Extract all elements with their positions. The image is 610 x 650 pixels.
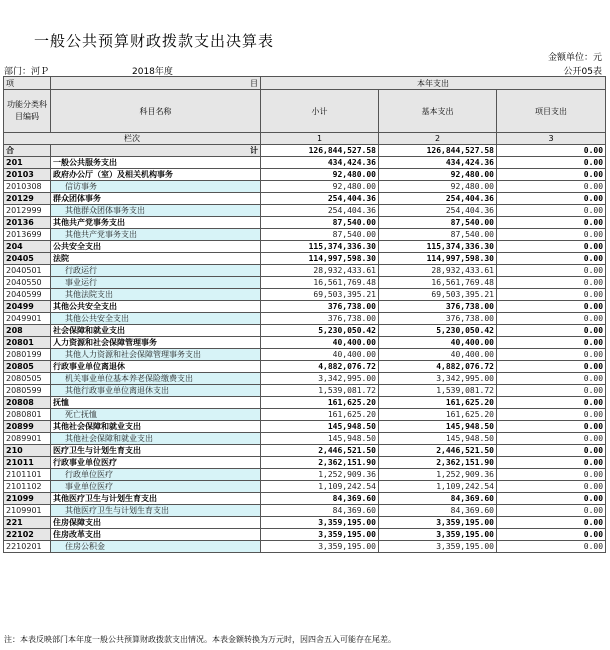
row-subtotal: 3,359,195.00 [261, 529, 379, 541]
row-code: 2210201 [4, 541, 51, 553]
row-basic: 84,369.60 [379, 493, 497, 505]
table-row [4, 433, 606, 445]
row-code: 2040501 [4, 265, 51, 277]
department-label: 部门：河Ｐ [4, 67, 50, 77]
fiscal-year: 2018年度 [132, 67, 173, 77]
row-subject-name: 行政运行 [51, 265, 261, 277]
row-subject-name: 住房改革支出 [51, 529, 261, 541]
row-basic: 5,230,050.42 [379, 325, 497, 337]
table-row [4, 541, 606, 553]
table-row [4, 469, 606, 481]
row-basic: 87,540.00 [379, 217, 497, 229]
row-code: 2010308 [4, 181, 51, 193]
row-subtotal: 161,625.20 [261, 397, 379, 409]
total-label: 合 [4, 145, 51, 157]
row-project: 0.00 [497, 481, 606, 493]
row-subject-name: 群众团体事务 [51, 193, 261, 205]
row-subject-name: 其他共产党事务支出 [51, 229, 261, 241]
row-project: 0.00 [497, 505, 606, 517]
row-basic: 92,480.00 [379, 169, 497, 181]
row-basic: 145,948.50 [379, 421, 497, 433]
table-row [4, 265, 606, 277]
row-basic: 114,997,598.30 [379, 253, 497, 265]
row-subject-name: 机关事业单位基本养老保险缴费支出 [51, 373, 261, 385]
footnote: 注：本表反映部门本年度一般公共预算财政拨款支出情况。本表金额转换为万元时，因四舍五入可能存在尾差。 [4, 635, 396, 644]
row-subtotal: 254,404.36 [261, 205, 379, 217]
header-basic: 基本支出 [379, 90, 497, 133]
row-basic: 145,948.50 [379, 433, 497, 445]
row-subject-name: 住房公积金 [51, 541, 261, 553]
table-row [4, 181, 606, 193]
header-order: 栏次 [4, 133, 261, 145]
row-project: 0.00 [497, 445, 606, 457]
table-row [4, 481, 606, 493]
row-project: 0.00 [497, 469, 606, 481]
row-code: 208 [4, 325, 51, 337]
row-subtotal: 1,252,909.36 [261, 469, 379, 481]
row-basic: 1,109,242.54 [379, 481, 497, 493]
row-subtotal: 92,480.00 [261, 169, 379, 181]
row-project: 0.00 [497, 157, 606, 169]
expenditure-table [3, 76, 606, 553]
header-func-code: 功能分类科目编码 [4, 90, 51, 133]
row-code: 2012999 [4, 205, 51, 217]
row-basic: 3,359,195.00 [379, 517, 497, 529]
total-subtotal: 126,844,527.58 [261, 145, 379, 157]
row-basic: 40,400.00 [379, 349, 497, 361]
row-subject-name: 一般公共服务支出 [51, 157, 261, 169]
header-mu: 目 [51, 77, 261, 90]
row-subject-name: 其他行政事业单位离退休支出 [51, 385, 261, 397]
row-basic: 161,625.20 [379, 397, 497, 409]
row-subject-name: 死亡抚恤 [51, 409, 261, 421]
row-project: 0.00 [497, 457, 606, 469]
row-code: 2049901 [4, 313, 51, 325]
table-row [4, 517, 606, 529]
report-meta [4, 64, 602, 76]
header-subject-name: 科目名称 [51, 90, 261, 133]
row-project: 0.00 [497, 205, 606, 217]
row-project: 0.00 [497, 421, 606, 433]
row-project: 0.00 [497, 361, 606, 373]
row-subtotal: 114,997,598.30 [261, 253, 379, 265]
row-subject-name: 其他人力资源和社会保障管理事务支出 [51, 349, 261, 361]
table-row [4, 529, 606, 541]
row-code: 22102 [4, 529, 51, 541]
row-project: 0.00 [497, 493, 606, 505]
row-project: 0.00 [497, 181, 606, 193]
row-basic: 87,540.00 [379, 229, 497, 241]
row-basic: 2,362,151.90 [379, 457, 497, 469]
table-row [4, 229, 606, 241]
row-project: 0.00 [497, 217, 606, 229]
row-subtotal: 4,882,076.72 [261, 361, 379, 373]
row-code: 2080505 [4, 373, 51, 385]
row-subtotal: 5,230,050.42 [261, 325, 379, 337]
row-subject-name: 其他社会保障和就业支出 [51, 421, 261, 433]
row-basic: 3,342,995.00 [379, 373, 497, 385]
row-subtotal: 69,503,395.21 [261, 289, 379, 301]
row-subject-name: 其他社会保障和就业支出 [51, 433, 261, 445]
row-project: 0.00 [497, 385, 606, 397]
row-code: 20899 [4, 421, 51, 433]
row-subtotal: 87,540.00 [261, 217, 379, 229]
table-row [4, 277, 606, 289]
row-code: 2101102 [4, 481, 51, 493]
row-project: 0.00 [497, 409, 606, 421]
row-code: 2080599 [4, 385, 51, 397]
row-basic: 84,369.60 [379, 505, 497, 517]
row-subtotal: 1,109,242.54 [261, 481, 379, 493]
row-subtotal: 84,369.60 [261, 493, 379, 505]
table-row [4, 313, 606, 325]
header-subtotal: 小计 [261, 90, 379, 133]
table-row [4, 289, 606, 301]
header-item: 项 [4, 77, 51, 90]
table-row [4, 193, 606, 205]
header-col2: 2 [379, 133, 497, 145]
row-subject-name: 人力资源和社会保障管理事务 [51, 337, 261, 349]
row-code: 2109901 [4, 505, 51, 517]
row-code: 2101101 [4, 469, 51, 481]
row-subject-name: 其他群众团体事务支出 [51, 205, 261, 217]
row-basic: 376,738.00 [379, 301, 497, 313]
row-project: 0.00 [497, 433, 606, 445]
row-subtotal: 3,359,195.00 [261, 517, 379, 529]
row-code: 2089901 [4, 433, 51, 445]
row-project: 0.00 [497, 193, 606, 205]
row-code: 210 [4, 445, 51, 457]
row-code: 20805 [4, 361, 51, 373]
row-project: 0.00 [497, 529, 606, 541]
row-project: 0.00 [497, 253, 606, 265]
row-code: 2040599 [4, 289, 51, 301]
row-subject-name: 其他公共安全支出 [51, 313, 261, 325]
row-code: 20136 [4, 217, 51, 229]
row-basic: 16,561,769.48 [379, 277, 497, 289]
table-row [4, 205, 606, 217]
row-project: 0.00 [497, 169, 606, 181]
row-project: 0.00 [497, 349, 606, 361]
row-subtotal: 84,369.60 [261, 505, 379, 517]
row-code: 21011 [4, 457, 51, 469]
row-code: 20808 [4, 397, 51, 409]
table-row [4, 301, 606, 313]
row-subject-name: 法院 [51, 253, 261, 265]
row-project: 0.00 [497, 289, 606, 301]
row-subject-name: 行政事业单位离退休 [51, 361, 261, 373]
amount-unit: 金额单位：元 [547, 53, 602, 63]
table-row [4, 385, 606, 397]
row-subtotal: 92,480.00 [261, 181, 379, 193]
row-code: 204 [4, 241, 51, 253]
row-code: 2080199 [4, 349, 51, 361]
row-subject-name: 其他公共安全支出 [51, 301, 261, 313]
table-row [4, 217, 606, 229]
row-subtotal: 145,948.50 [261, 433, 379, 445]
row-project: 0.00 [497, 301, 606, 313]
row-subtotal: 2,446,521.50 [261, 445, 379, 457]
total-project: 0.00 [497, 145, 606, 157]
table-row [4, 493, 606, 505]
table-row [4, 325, 606, 337]
row-project: 0.00 [497, 241, 606, 253]
row-subtotal: 3,342,995.00 [261, 373, 379, 385]
row-basic: 434,424.36 [379, 157, 497, 169]
row-subject-name: 事业运行 [51, 277, 261, 289]
row-basic: 1,252,909.36 [379, 469, 497, 481]
row-basic: 3,359,195.00 [379, 541, 497, 553]
row-subtotal: 87,540.00 [261, 229, 379, 241]
row-code: 20129 [4, 193, 51, 205]
row-basic: 28,932,433.61 [379, 265, 497, 277]
row-project: 0.00 [497, 313, 606, 325]
row-project: 0.00 [497, 325, 606, 337]
table-row [4, 241, 606, 253]
row-code: 20801 [4, 337, 51, 349]
row-basic: 2,446,521.50 [379, 445, 497, 457]
row-subject-name: 行政事业单位医疗 [51, 457, 261, 469]
row-subtotal: 2,362,151.90 [261, 457, 379, 469]
row-basic: 69,503,395.21 [379, 289, 497, 301]
row-subtotal: 16,561,769.48 [261, 277, 379, 289]
row-basic: 92,480.00 [379, 181, 497, 193]
table-row [4, 361, 606, 373]
row-code: 20405 [4, 253, 51, 265]
row-basic: 254,404.36 [379, 205, 497, 217]
row-code: 221 [4, 517, 51, 529]
row-subject-name: 抚恤 [51, 397, 261, 409]
row-subject-name: 住房保障支出 [51, 517, 261, 529]
row-project: 0.00 [497, 277, 606, 289]
table-row [4, 397, 606, 409]
row-subject-name: 医疗卫生与计划生育支出 [51, 445, 261, 457]
header-current-year: 本年支出 [261, 77, 606, 90]
table-row [4, 445, 606, 457]
table-row [4, 157, 606, 169]
row-project: 0.00 [497, 265, 606, 277]
header-col3: 3 [497, 133, 606, 145]
table-row [4, 421, 606, 433]
row-basic: 376,738.00 [379, 313, 497, 325]
row-subject-name: 信访事务 [51, 181, 261, 193]
row-subject-name: 其他医疗卫生与计划生育支出 [51, 493, 261, 505]
header-col1: 1 [261, 133, 379, 145]
row-subtotal: 115,374,336.30 [261, 241, 379, 253]
row-subtotal: 3,359,195.00 [261, 541, 379, 553]
row-subject-name: 事业单位医疗 [51, 481, 261, 493]
row-code: 21099 [4, 493, 51, 505]
row-subtotal: 40,400.00 [261, 349, 379, 361]
form-code: 公开05表 [563, 67, 602, 77]
row-subtotal: 161,625.20 [261, 409, 379, 421]
row-subject-name: 其他共产党事务支出 [51, 217, 261, 229]
table-row [4, 409, 606, 421]
row-subject-name: 社会保障和就业支出 [51, 325, 261, 337]
row-project: 0.00 [497, 337, 606, 349]
row-subject-name: 公共安全支出 [51, 241, 261, 253]
table-row [4, 349, 606, 361]
table-row [4, 373, 606, 385]
total-basic: 126,844,527.58 [379, 145, 497, 157]
row-project: 0.00 [497, 541, 606, 553]
row-subtotal: 145,948.50 [261, 421, 379, 433]
row-subject-name: 政府办公厅（室）及相关机构事务 [51, 169, 261, 181]
row-project: 0.00 [497, 229, 606, 241]
row-subtotal: 40,400.00 [261, 337, 379, 349]
row-code: 20103 [4, 169, 51, 181]
row-subject-name: 行政单位医疗 [51, 469, 261, 481]
row-project: 0.00 [497, 397, 606, 409]
row-basic: 40,400.00 [379, 337, 497, 349]
row-subtotal: 434,424.36 [261, 157, 379, 169]
row-subtotal: 376,738.00 [261, 313, 379, 325]
row-basic: 161,625.20 [379, 409, 497, 421]
table-row [4, 505, 606, 517]
row-subtotal: 1,539,081.72 [261, 385, 379, 397]
row-project: 0.00 [497, 373, 606, 385]
row-basic: 254,404.36 [379, 193, 497, 205]
row-basic: 3,359,195.00 [379, 529, 497, 541]
row-code: 2040550 [4, 277, 51, 289]
row-code: 2080801 [4, 409, 51, 421]
row-basic: 1,539,081.72 [379, 385, 497, 397]
table-body [4, 157, 606, 553]
report-title: 一般公共预算财政拨款支出决算表 [34, 32, 275, 50]
table-row [4, 457, 606, 469]
table-row [4, 337, 606, 349]
row-project: 0.00 [497, 517, 606, 529]
row-subtotal: 28,932,433.61 [261, 265, 379, 277]
row-subject-name: 其他医疗卫生与计划生育支出 [51, 505, 261, 517]
row-subtotal: 376,738.00 [261, 301, 379, 313]
row-code: 20499 [4, 301, 51, 313]
table-row [4, 169, 606, 181]
total-label-2: 计 [51, 145, 261, 157]
row-subject-name: 其他法院支出 [51, 289, 261, 301]
row-subtotal: 254,404.36 [261, 193, 379, 205]
table-row [4, 253, 606, 265]
row-basic: 115,374,336.30 [379, 241, 497, 253]
row-code: 2013699 [4, 229, 51, 241]
row-code: 201 [4, 157, 51, 169]
row-basic: 4,882,076.72 [379, 361, 497, 373]
header-project: 项目支出 [497, 90, 606, 133]
